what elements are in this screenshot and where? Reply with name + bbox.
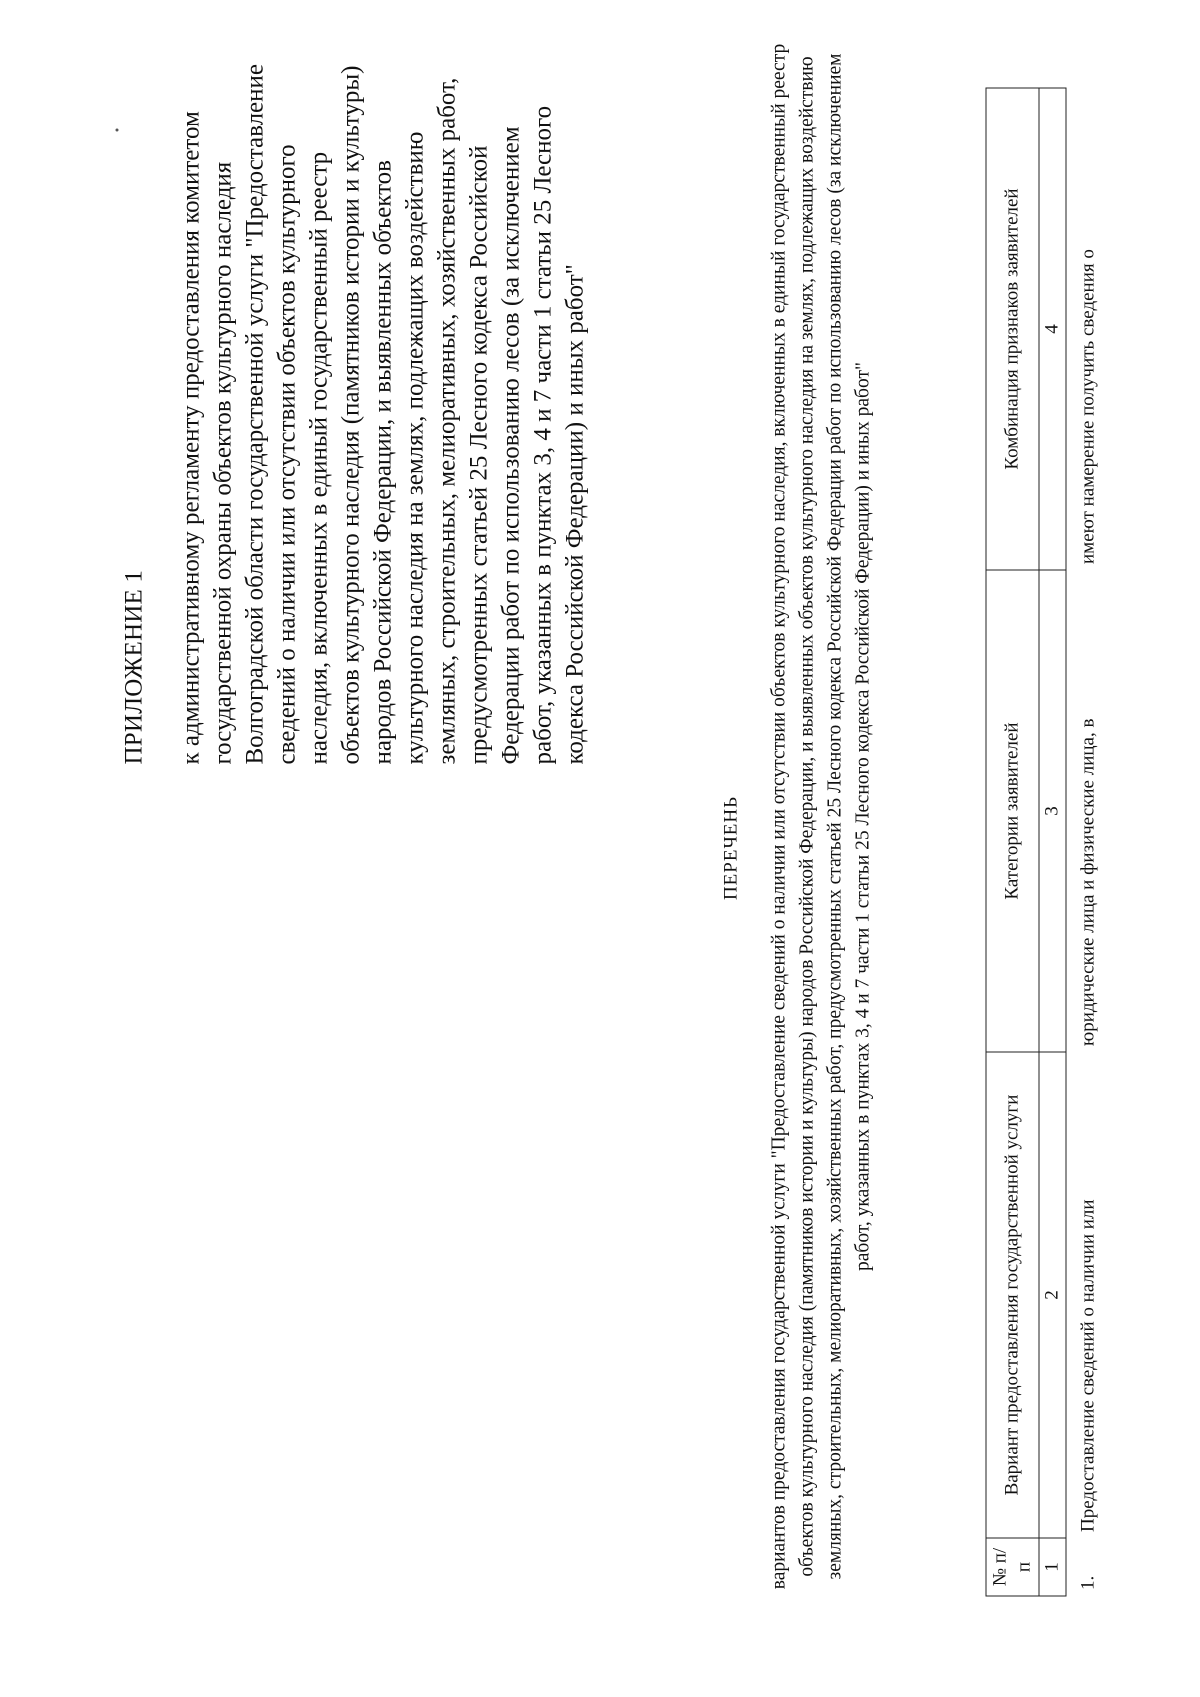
appendix-title: ПРИЛОЖЕНИЕ 1 <box>120 569 148 765</box>
table-cell: имеют намерение получить сведения о <box>1077 249 1099 564</box>
rotated-content <box>1 0 1200 1697</box>
list-subtitle: вариантов предоставления государственной услуги "Предоставление сведений о наличии или отсутствии объектов культурного наследия, включенных в единый государственный реестр объектов культурного наследия (памятников истории и культуры) народов Российской Федерации, и выявленных объектов культурного наследия на землях, подлежащих воздействию земляных, строительных, мелиоративных, хозяйственных работ, предусмотренных статьей 25 Лесного кодекса Российской Федерации работ по использованию лесов (за исключением работ, указанных в пунктах 3, 4 и 7 части 1 статьи 25 Лесного кодекса Российской Федерации) и иных работ" <box>768 43 874 1590</box>
variants-table <box>986 88 1103 1597</box>
column-number: 4 <box>1039 88 1066 570</box>
table-cell: 1. <box>1077 1575 1099 1590</box>
appendix-body: к административному регламенту предоставления комитетом государственной охраны объектов культурного наследия Волгоградской области государственной услуги "Предоставление сведений о наличии или отсутствии объектов культурного наследия, включенных в единый государственный реестр объектов культурного наследия (памятников истории и культуры) народов Российской Федерации, и выявленных объектов культурного наследия на землях, подлежащих воздействию земляных, строительных, мелиоративных, хозяйственных работ, предусмотренных статьей 25 Лесного кодекса Российской Федерации работ по использованию лесов (за исключением работ, указанных в пунктах 3, 4 и 7 части 1 статьи 25 Лесного кодекса Российской Федерации) и иных работ" <box>177 63 589 765</box>
column-number: 3 <box>1039 570 1066 1052</box>
header-categories: Категории заявителей <box>986 570 1039 1052</box>
header-combination: Комбинация признаков заявителей <box>986 88 1039 570</box>
table-cell: юридические лица и физические лица, в <box>1077 718 1099 1046</box>
scan-speck <box>116 129 119 132</box>
header-number: № п/п <box>986 1538 1039 1596</box>
table-row <box>1066 88 1103 1596</box>
header-variant: Вариант предоставления государственной услуги <box>986 1052 1039 1538</box>
table-header-row <box>986 88 1039 1596</box>
list-title: ПЕРЕЧЕНЬ <box>720 795 742 901</box>
table-column-numbers-row <box>1039 88 1066 1596</box>
column-number: 1 <box>1039 1538 1066 1596</box>
table-cell: Предоставление сведений о наличии или <box>1077 1199 1099 1532</box>
column-number: 2 <box>1039 1052 1066 1538</box>
